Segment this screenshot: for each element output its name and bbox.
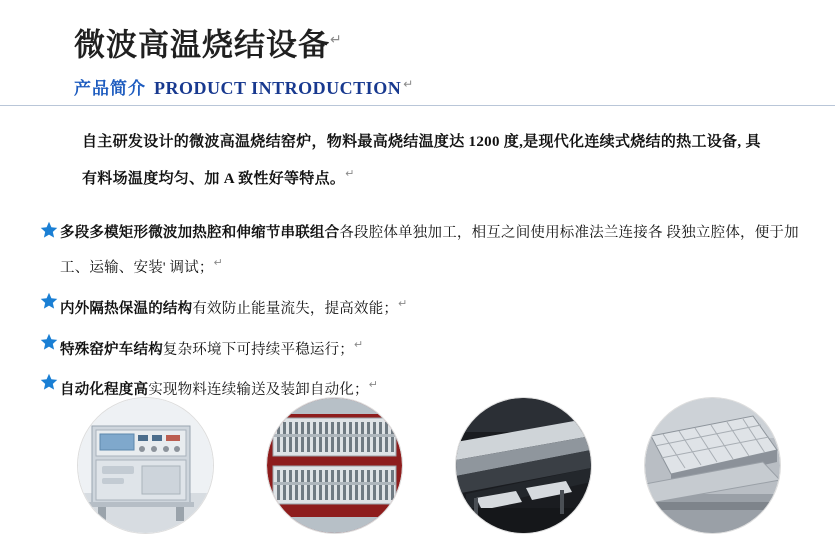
star-icon <box>40 292 58 310</box>
list-item-rest: 各段腔体单独加工，相互之间使用标准法兰连接各 段独立腔体，便于加工、运输、安装' 调试； <box>60 225 799 276</box>
pilcrow-mark: ↵ <box>398 297 408 310</box>
title-block <box>74 20 413 99</box>
star-icon <box>40 333 58 351</box>
list-item-text <box>60 330 810 365</box>
feature-list <box>40 218 810 411</box>
list-item-rest: 实现物料连续输送及装卸自动化； <box>148 382 369 399</box>
star-icon <box>40 373 58 391</box>
list-item-rest: 复杂环境下可持续平稳运行； <box>162 341 355 358</box>
product-photo-kiln-conveyor <box>456 398 591 533</box>
subtitle-en: PRODUCT INTRODUCTION <box>154 78 402 99</box>
subtitle-cn: 产品简介 <box>74 79 146 99</box>
list-item-text <box>60 289 810 324</box>
pilcrow-mark: ↵ <box>403 77 414 91</box>
pilcrow-mark: ↵ <box>345 168 355 180</box>
pilcrow-mark: ↵ <box>354 338 364 351</box>
pilcrow-mark: ↵ <box>368 379 379 392</box>
page-title-text: 微波高温烧结设备 <box>74 27 330 63</box>
list-item-lead: 自动化程度高 <box>60 382 149 399</box>
photo-gallery <box>60 398 780 538</box>
product-photo-magnetron-array <box>267 398 402 533</box>
list-item-lead: 特殊窑炉车结构 <box>60 341 163 358</box>
list-item <box>40 218 810 283</box>
page-title <box>74 20 413 64</box>
list-item-text <box>60 218 810 283</box>
intro-paragraph <box>82 126 772 195</box>
section-subtitle <box>74 74 413 99</box>
list-item-lead: 内外隔热保温的结构 <box>60 300 193 317</box>
header-divider <box>0 105 835 106</box>
product-photo-sintering-tray <box>645 398 780 533</box>
pilcrow-mark: ↵ <box>213 257 224 269</box>
list-item-rest: 有效防止能量流失，提高效能； <box>192 300 399 317</box>
intro-text: 自主研发设计的微波高温烧结窑炉，物料最高烧结温度达 1200 度,是现代化连续式烧结的热工设备, 具有料场温度均匀、加 A 致性好等特点。 <box>82 134 761 187</box>
pilcrow-mark: ↵ <box>330 31 343 47</box>
list-item-lead: 多段多模矩形微波加热腔和伸缩节串联组合 <box>60 225 340 241</box>
star-icon <box>40 221 58 239</box>
list-item <box>40 289 810 324</box>
list-item <box>40 330 810 365</box>
product-photo-control-cabinet <box>78 398 213 533</box>
